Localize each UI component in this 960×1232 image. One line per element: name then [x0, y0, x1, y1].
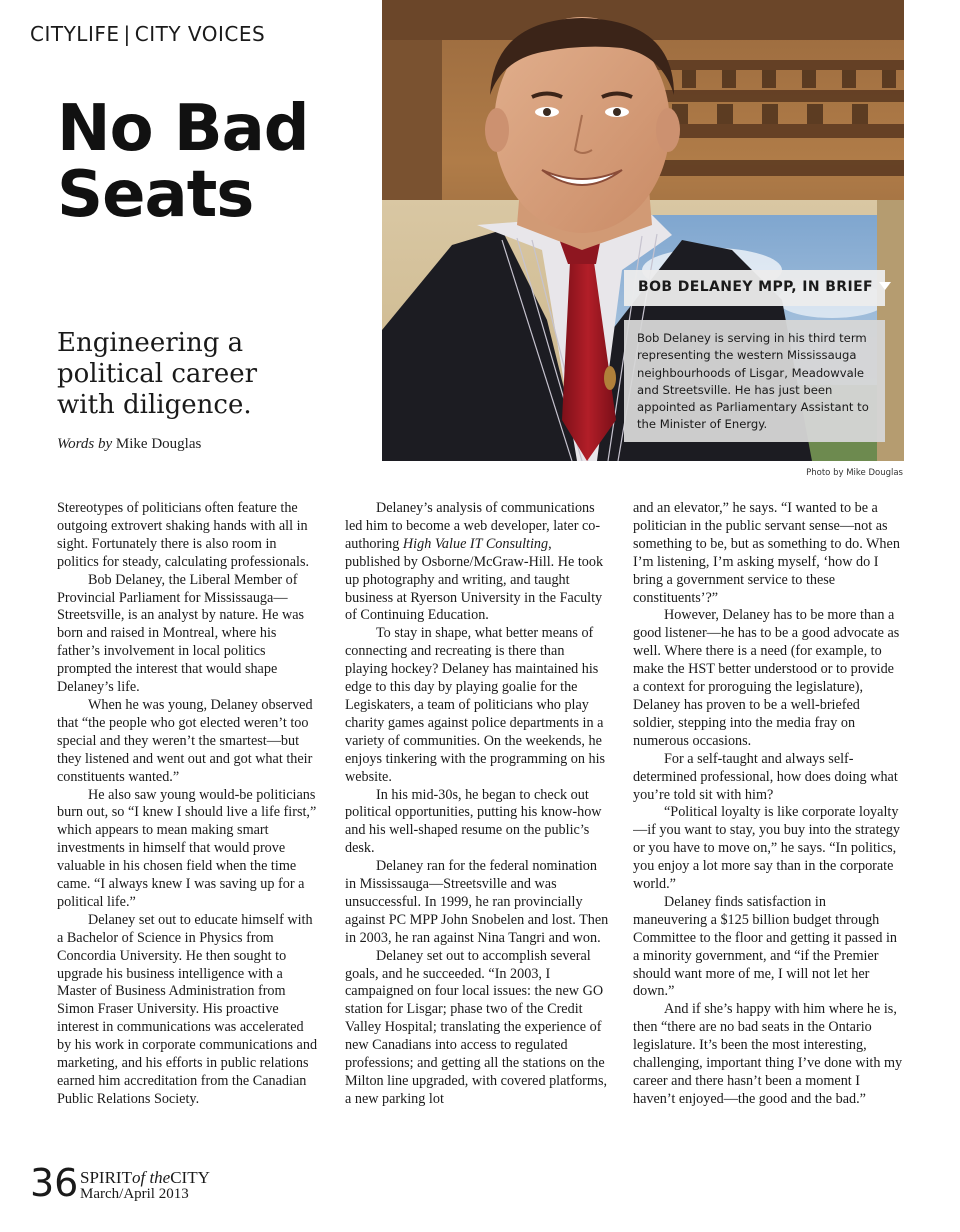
paragraph: Stereotypes of politicians often feature the outgoing extrovert shaking hands with all in sight. Fortunately there is also room in politics for steady, calculating professionals. [57, 500, 310, 570]
paragraph: Delaney set out to educate himself with a Bachelor of Science in Physics from Concordia University. He then sought to upgrade his business intelligence with a Master of Business Administration from Simon Fraser University. His proactive interest in communications was accelerated by his work in corporate communications and marketing, and his efforts in public relations earned him accreditation from the Canadian Public Relations Society. [57, 911, 318, 1107]
article-column-3 [633, 500, 903, 1132]
article-column-1 [57, 500, 321, 1132]
deck-line-3: with diligence. [57, 390, 252, 420]
paragraph: Delaney set out to accomplish several goals, and he succeeded. “In 2003, I campaigned on four local issues: the new GO station for Lisgar; phase two of the Credit Valley Hospital; translating the experience of new Canadians into access to regulated professions; and getting all the stations on the Milton line upgraded, with covered platforms, a new parking lot [345, 947, 608, 1107]
article-column-2 [345, 500, 609, 1132]
paragraph: “Political loyalty is like corporate loyalty—if you want to stay, you buy into the strategy or you have to move on,” he says. “In politics, you enjoy a lot more say than in the corporate world.” [633, 804, 901, 893]
byline-author: Mike Douglas [115, 436, 202, 452]
issue-date: March/April 2013 [80, 1186, 189, 1202]
photo-credit: Photo by Mike Douglas [806, 468, 903, 478]
sidebar-text: Bob Delaney is serving in his third term representing the western Mississauga neighbourhoods of Lisgar, Meadowvale and Streetsville. He has just been appointed as Parliamentary Assistant to the Minister of Energy. [624, 320, 885, 442]
paragraph: And if she’s happy with him where he is, then “there are no bad seats in the Ontario legislature. It’s been the most interesting, challenging, important thing I’ve done with my career and there hasn’t been a moment I haven’t enjoyed—the good and the bad.” [633, 1001, 903, 1107]
paragraph: To stay in shape, what better means of connecting and recreating is there than playing hockey? Delaney has maintained his edge to this day by playing goalie for the Legiskaters, a team of politicians who play charity games against police departments in a variety of communities. On the weekends, he enjoys tinkering with the programming on his website. [345, 625, 606, 785]
section-label [30, 22, 265, 46]
magazine-name-part: SPIRIT [80, 1168, 132, 1187]
paragraph: Delaney finds satisfaction in maneuvering a $125 billion budget through Committee to the floor and getting it passed in a minority government, and “if the Premier should want more of me, I will not let her down.” [633, 893, 897, 1000]
section-primary: CITYLIFE [30, 22, 120, 46]
book-title: High Value IT Consulting [402, 535, 549, 552]
triangle-down-icon [879, 282, 891, 290]
paragraph-text: , published by Osborne/McGraw-Hill. He took up photography and writing, and taught business at Ryerson University in the Faculty of Continuing Education. [345, 535, 604, 624]
paragraph: However, Delaney has to be more than a good listener—he has to be a good advocate as well. Where there is a need (for example, to make the HST better understood or to provide a context for proroguing the legislature), Delaney has proven to be a well-briefed soldier, stepping into the media fray on numerous occasions. [633, 607, 900, 749]
paragraph: and an elevator,” he says. “I wanted to be a politician in the public servant sense—not as something to be, but as something to do. When I’m listening, I’m asking myself, ‘how do I bring a government service to these constituents’?” [633, 500, 900, 606]
byline [57, 436, 201, 453]
paragraph: He also saw young would-be politicians burn out, so “I knew I should live a life first,” which appears to mean making smart investments in himself that would prove valuable in his chosen field when the time came. “I always knew I was saving up for a political life.” [57, 786, 317, 910]
sidebar-title-text: BOB DELANEY MPP, IN BRIEF [638, 279, 874, 295]
headline-line-2: Seats [57, 158, 254, 232]
section-secondary: CITY VOICES [134, 22, 266, 46]
paragraph [345, 500, 609, 625]
paragraph: In his mid-30s, he began to check out political opportunities, putting his know-how and his well-shaped resume on the public’s desk. [345, 786, 602, 857]
magazine-name [80, 1170, 210, 1186]
magazine-name-part: CITY [170, 1168, 210, 1187]
byline-lead: Words by [57, 436, 113, 452]
paragraph: For a self-taught and always self-determined professional, how does doing what you’re told sit with him? [633, 750, 898, 803]
page-number: 36 [30, 1161, 79, 1205]
deck-line-1: Engineering a [57, 328, 244, 358]
deck-line-2: political career [57, 359, 258, 389]
magazine-name-part: of the [131, 1168, 171, 1187]
paragraph: When he was young, Delaney observed that “the people who got elected weren’t too special and they weren’t the smartest—but they listened and went out and got what their constituents wanted.” [57, 696, 313, 785]
paragraph: Delaney ran for the federal nomination in Mississauga—Streetsville and was unsuccessful. In 1999, he ran provincially against PC MPP John Snobelen and lost. Then in 2003, he ran against Nina Tangri and won. [345, 858, 609, 946]
headline-line-1: No Bad [57, 92, 309, 166]
section-separator: | [123, 22, 131, 46]
article-deck [57, 328, 367, 421]
sidebar-title [624, 270, 885, 306]
article-headline [57, 92, 377, 232]
paragraph: Bob Delaney, the Liberal Member of Provincial Parliament for Mississauga—Streetsville, is an analyst by nature. He was born and raised in Montreal, where his father’s involvement in local politics prompted the interest that would shape Delaney’s life. [57, 571, 305, 696]
paragraph-text: Delaney’s analysis of communications led him to become a web developer, later co-authoring [345, 500, 601, 552]
